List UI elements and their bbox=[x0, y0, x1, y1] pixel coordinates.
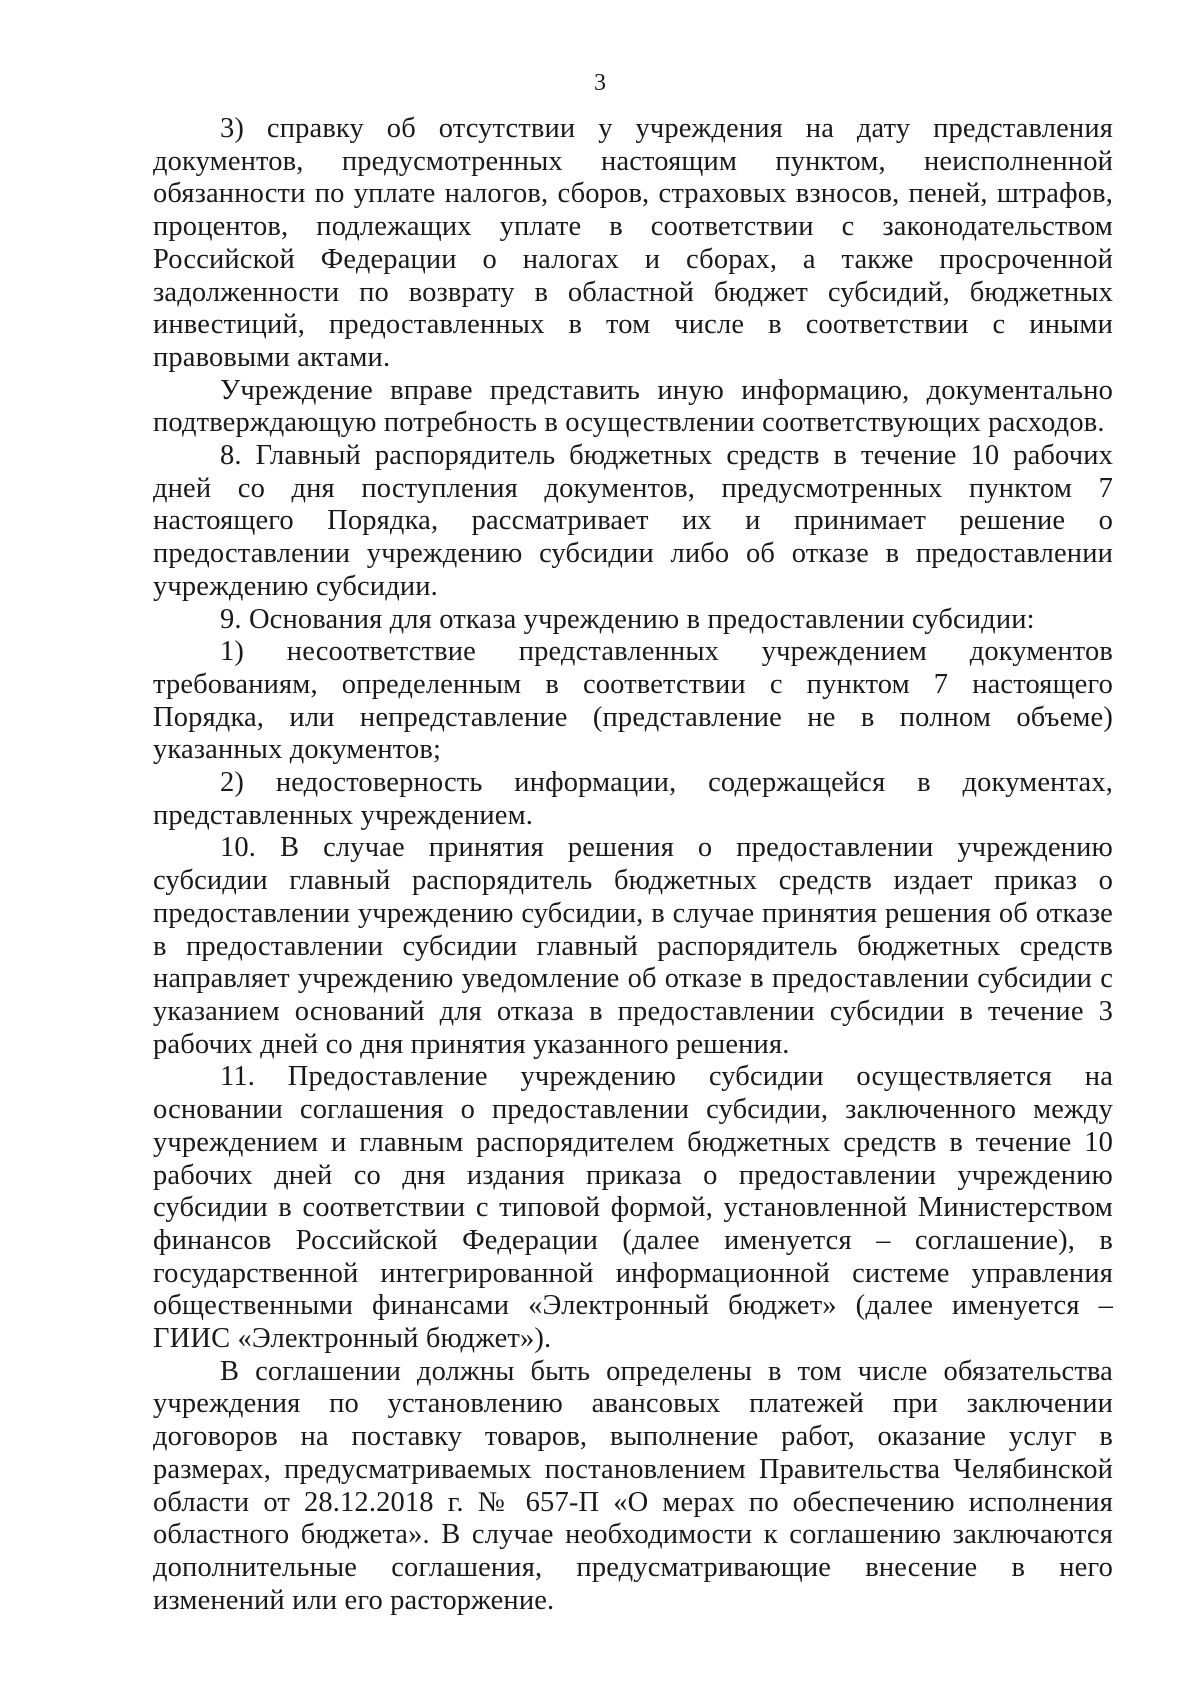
paragraph-item-3-certificate: 3) справку об отсутствии у учреждения на дату представления документов, предусмотренных настоящим пунктом, неисполненной обязанности по уплате налогов, сборов, страховых взносов, пеней, штрафов, процентов, подлежащих уплате в соответствии с законодательством Российской Федерации о налогах и сборах, а также просроченной задолженности по возврату в областной бюджет субсидий, бюджетных инвестиций, предоставленных в том числе в соответствии с иными правовыми актами. bbox=[153, 113, 1113, 373]
paragraph-clause-10: 10. В случае принятия решения о предоставлении учреждению субсидии главный распорядитель бюджетных средств издает приказ о предоставлении учреждению субсидии, в случае принятия решения об отказе в предоставлении субсидии главный распорядитель бюджетных средств направляет учреждению уведомление об отказе в предоставлении субсидии с указанием оснований для отказа в предоставлении субсидии в течение 3 рабочих дней со дня принятия указанного решения. bbox=[153, 832, 1113, 1060]
paragraph-additional-info: Учреждение вправе представить иную информацию, документально подтверждающую потребность в осуществлении соответствующих расходов. bbox=[153, 374, 1113, 439]
paragraph-clause-9: 9. Основания для отказа учреждению в предоставлении субсидии: bbox=[220, 603, 1035, 635]
paragraph-clause-8: 8. Главный распорядитель бюджетных средств в течение 10 рабочих дней со дня поступления документов, предусмотренных пунктом 7 настоящего Порядка, рассматривает их и принимает решение о предоставлении учреждению субсидии либо об отказе в предоставлении учреждению субсидии. bbox=[153, 440, 1113, 602]
paragraph-agreement-obligations: В соглашении должны быть определены в том числе обязательства учреждения по установлению авансовых платежей при заключении договоров на поставку товаров, выполнение работ, оказание услуг в размерах, предусматриваемых постановлением Правительства Челябинской области от 28.12.2018 г. № 657-П «О мерах по обеспечению исполнения областного бюджета». В случае необходимости к соглашению заключаются дополнительные соглашения, предусматривающие внесение в него изменений или его расторжение. bbox=[153, 1355, 1113, 1616]
paragraph-clause-9-item-1: 1) несоответствие представленных учреждением документов требованиям, определенным в соответствии с пунктом 7 настоящего Порядка, или непредставление (представление не в полном объеме) указанных документов; bbox=[153, 636, 1113, 766]
paragraph-clause-11: 11. Предоставление учреждению субсидии осуществляется на основании соглашения о предоставлении субсидии, заключенного между учреждением и главным распорядителем бюджетных средств в течение 10 рабочих дней со дня издания приказа о предоставлении учреждению субсидии в соответствии с типовой формой, установленной Министерством финансов Российской Федерации (далее именуется – соглашение), в государственной интегрированной информационной системе управления общественными финансами «Электронный бюджет» (далее именуется – ГИИС «Электронный бюджет»). bbox=[153, 1061, 1113, 1355]
document-body bbox=[153, 113, 1113, 1617]
paragraph-clause-9-item-2: 2) недостоверность информации, содержащейся в документах, представленных учреждением. bbox=[153, 767, 1113, 831]
page-number: 3 bbox=[594, 70, 606, 96]
